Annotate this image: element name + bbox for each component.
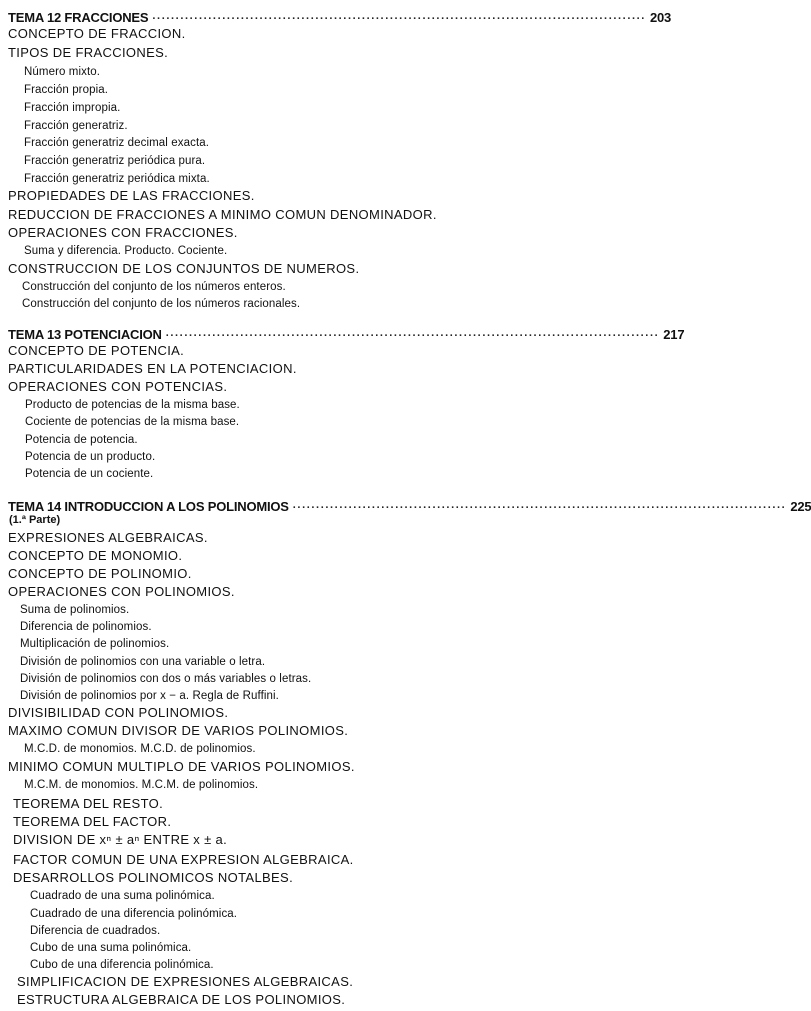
toc-entry: TEOREMA DEL RESTO. [13, 796, 164, 811]
toc-entry: Fracción generatriz. [24, 120, 128, 132]
toc-entry: Número mixto. [24, 66, 101, 78]
toc-entry: MINIMO COMUN MULTIPLO DE VARIOS POLINOMIOS. [8, 759, 355, 774]
toc-entry: CONCEPTO DE MONOMIO. [8, 548, 183, 563]
toc-entry: MAXIMO COMUN DIVISOR DE VARIOS POLINOMIOS. [8, 723, 349, 738]
toc-entry: SIMPLIFICACION DE EXPRESIONES ALGEBRAICAS. [17, 974, 354, 989]
dot-leader: .......................................................................................................... [165, 327, 660, 339]
section-subtitle: (1.ª Parte) [9, 514, 61, 526]
toc-entry: División de polinomios con una variable o letra. [20, 656, 266, 668]
toc-entry: PARTICULARIDADES EN LA POTENCIACION. [8, 361, 297, 376]
section-heading [8, 496, 811, 514]
toc-entry: División de polinomios por x − a. Regla de Ruffini. [20, 690, 279, 702]
toc-entry: OPERACIONES CON POLINOMIOS. [8, 584, 235, 599]
toc-entry: Cuadrado de una diferencia polinómica. [30, 908, 238, 920]
toc-entry: Construcción del conjunto de los números enteros. [22, 281, 286, 293]
toc-entry: DIVISIBILIDAD CON POLINOMIOS. [8, 705, 229, 720]
toc-entry: CONCEPTO DE POTENCIA. [8, 343, 185, 358]
toc-entry: Potencia de potencia. [25, 434, 138, 446]
toc-entry: Fracción generatriz decimal exacta. [24, 137, 210, 149]
section-page-number: 225 [790, 499, 811, 514]
toc-entry: División de polinomios con dos o más variables o letras. [20, 673, 312, 685]
toc-entry: TEOREMA DEL FACTOR. [13, 814, 172, 829]
section-title: TEMA 12 FRACCIONES [8, 10, 149, 25]
toc-entry: Suma de polinomios. [20, 604, 130, 616]
toc-entry: Diferencia de polinomios. [20, 621, 152, 633]
toc-entry: Suma y diferencia. Producto. Cociente. [24, 245, 228, 257]
dot-leader: .......................................................................................................... [152, 10, 646, 22]
toc-entry: FACTOR COMUN DE UNA EXPRESION ALGEBRAICA. [13, 852, 354, 867]
toc-entry: CONCEPTO DE POLINOMIO. [8, 566, 192, 581]
toc-entry: Fracción propia. [24, 84, 109, 96]
toc-entry: Diferencia de cuadrados. [30, 925, 161, 937]
toc-entry: REDUCCION DE FRACCIONES A MINIMO COMUN DENOMINADOR. [8, 207, 437, 222]
toc-entry: M.C.D. de monomios. M.C.D. de polinomios. [24, 743, 256, 755]
toc-entry: TIPOS DE FRACCIONES. [8, 45, 169, 60]
toc-entry: CONCEPTO DE FRACCION. [8, 26, 186, 41]
toc-entry: Producto de potencias de la misma base. [25, 399, 240, 411]
toc-entry: Cubo de una diferencia polinómica. [30, 959, 214, 971]
toc-entry: Fracción impropia. [24, 102, 121, 114]
toc-entry: Cuadrado de una suma polinómica. [30, 890, 215, 902]
section-heading [8, 7, 672, 25]
toc-entry: OPERACIONES CON POTENCIAS. [8, 379, 228, 394]
toc-entry: ESTRUCTURA ALGEBRAICA DE LOS POLINOMIOS. [17, 992, 346, 1007]
toc-entry: Fracción generatriz periódica pura. [24, 155, 206, 167]
toc-entry: Potencia de un producto. [25, 451, 156, 463]
toc-entry: DESARROLLOS POLINOMICOS NOTALBES. [13, 870, 294, 885]
section-page-number: 217 [663, 327, 685, 342]
toc-entry: DIVISION DE xⁿ ± aⁿ ENTRE x ± a. [13, 832, 228, 847]
section-title: TEMA 14 INTRODUCCION A LOS POLINOMIOS [8, 499, 289, 514]
section-heading [8, 324, 685, 342]
toc-entry: EXPRESIONES ALGEBRAICAS. [8, 530, 208, 545]
toc-entry: Construcción del conjunto de los números racionales. [22, 298, 301, 310]
toc-entry: OPERACIONES CON FRACCIONES. [8, 225, 238, 240]
section-title: TEMA 13 POTENCIACION [8, 327, 162, 342]
section-page-number: 203 [649, 10, 672, 25]
toc-entry: CONSTRUCCION DE LOS CONJUNTOS DE NUMEROS. [8, 261, 360, 276]
toc-entry: Potencia de un cociente. [25, 468, 154, 480]
toc-entry: Cociente de potencias de la misma base. [25, 416, 240, 428]
toc-entry: Cubo de una suma polinómica. [30, 942, 192, 954]
toc-entry: M.C.M. de monomios. M.C.M. de polinomios. [24, 779, 259, 791]
toc-entry: PROPIEDADES DE LAS FRACCIONES. [8, 188, 255, 203]
toc-entry: Multiplicación de polinomios. [20, 638, 170, 650]
dot-leader: .......................................................................................................... [292, 499, 787, 511]
toc-entry: Fracción generatriz periódica mixta. [24, 173, 210, 185]
